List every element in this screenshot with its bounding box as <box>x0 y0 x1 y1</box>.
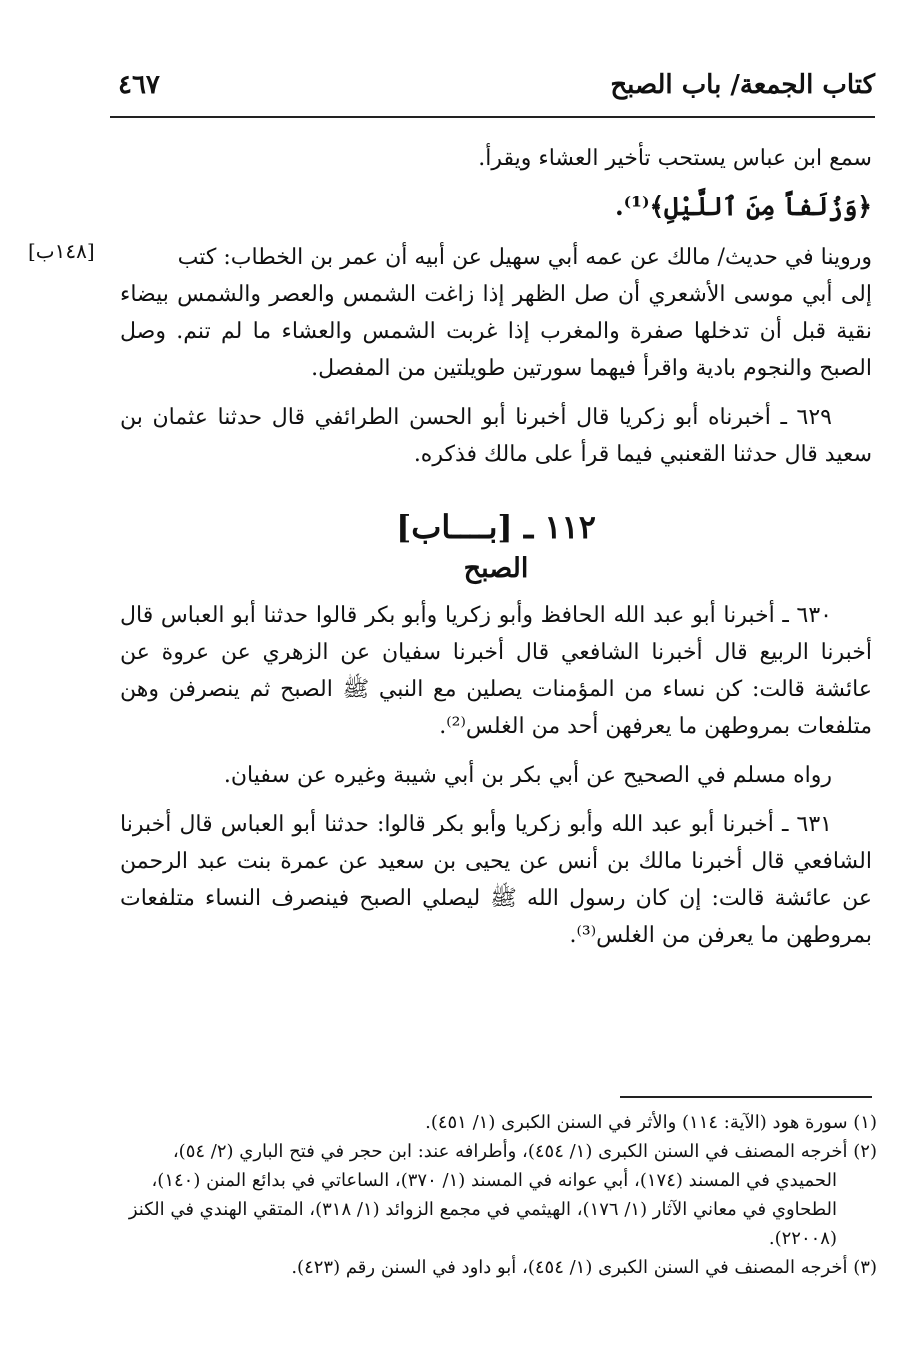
main-text <box>28 140 872 954</box>
hadith-631: ٦٣١ ـ أخبرنا أبو عبد الله وأبو زكريا وأبو بكر قالوا: حدثنا أبو العباس قال أخبرنا الشافعي قال أخبرنا مالك بن أنس عن يحيى بن سعيد عن عمرة بنت عبد الرحمن عن عائشة قالت: إن كان رسول الله ﷺ ليصلي الصبح فينصرف النساء متلفعات بمروطهن ما يعرفن من الغلس⁽³⁾. <box>120 812 872 948</box>
paragraph-with-marker <box>28 239 872 276</box>
footnote: (١) سورة هود (الآية: ١١٤) والأثر في السنن الكبرى (١/ ٤٥١). <box>425 1112 877 1133</box>
footnote: (٢) أخرجه المصنف في السنن الكبرى (١/ ٤٥٤)، وأطرافه عند: ابن حجر في فتح الباري (٢/ ٥٤)، <box>172 1141 877 1162</box>
chapter-title: ١١٢ ـ [بــــاب] <box>396 508 596 546</box>
footnotes <box>120 1108 877 1282</box>
footnote-continuation: الحميدي في المسند (١٧٤)، أبي عوانه في المسند (١/ ٣٧٠)، الساعاتي في بدائع المنن (١٤٠)، <box>151 1170 837 1191</box>
chapter-subtitle: الصبح <box>463 553 529 584</box>
header-title: كتاب الجمعة/ باب الصبح <box>610 70 875 100</box>
footnote-rule <box>620 1096 872 1098</box>
quran-verse: ﴿وَزُلَفاً مِنَ ٱللَّيْلِ﴾⁽¹⁾. <box>614 192 872 221</box>
margin-folio-marker: [١٤٨ب] <box>28 239 95 263</box>
running-header <box>110 70 875 110</box>
paragraph: رواه مسلم في الصحيح عن أبي بكر بن أبي شيبة وغيره عن سفيان. <box>223 763 832 788</box>
paragraph: سمع ابن عباس يستحب تأخير العشاء ويقرأ. <box>478 146 872 171</box>
paragraph: إلى أبي موسى الأشعري أن صل الظهر إذا زاغت الشمس والعصر والشمس بيضاء نقية قبل أن تدخلها صفرة والمغرب إذا غربت الشمس والعشاء ما لم تنم. وصل الصبح والنجوم بادية واقرأ فيهما سورتين طويلتين من المفصل. <box>120 282 872 381</box>
footnote-continuation: (٢٢٠٠٨). <box>768 1228 837 1249</box>
header-rule <box>110 116 875 118</box>
footnote-continuation: الطحاوي في معاني الآثار (١/ ١٧٦)، الهيثمي في مجمع الزوائد (١/ ٣١٨)، المتقي الهندي في الكنز <box>128 1199 837 1220</box>
footnote: (٣) أخرجه المصنف في السنن الكبرى (١/ ٤٥٤)، أبو داود في السنن رقم (٤٢٣). <box>291 1257 877 1278</box>
paragraph: وروينا في حديث/ مالك عن عمه أبي سهيل عن أبيه أن عمر بن الخطاب: كتب <box>177 245 872 270</box>
page-number: ٤٦٧ <box>118 70 160 100</box>
hadith-630: ٦٣٠ ـ أخبرنا أبو عبد الله الحافظ وأبو زكريا وأبو بكر قالوا حدثنا أبو العباس قال أخبرنا الربيع قال أخبرنا الشافعي قال أخبرنا سفيان عن الزهري عن عروة عن عائشة قالت: كن نساء من المؤمنات يصلين مع النبي ﷺ الصبح ثم ينصرفن وهن متلفعات بمروطهن ما يعرفهن أحد من الغلس⁽²⁾. <box>120 603 872 739</box>
hadith-629: ٦٢٩ ـ أخبرناه أبو زكريا قال أخبرنا أبو الحسن الطرائفي قال حدثنا عثمان بن سعيد قال حدثنا القعنبي فيما قرأ على مالك فذكره. <box>120 405 872 467</box>
